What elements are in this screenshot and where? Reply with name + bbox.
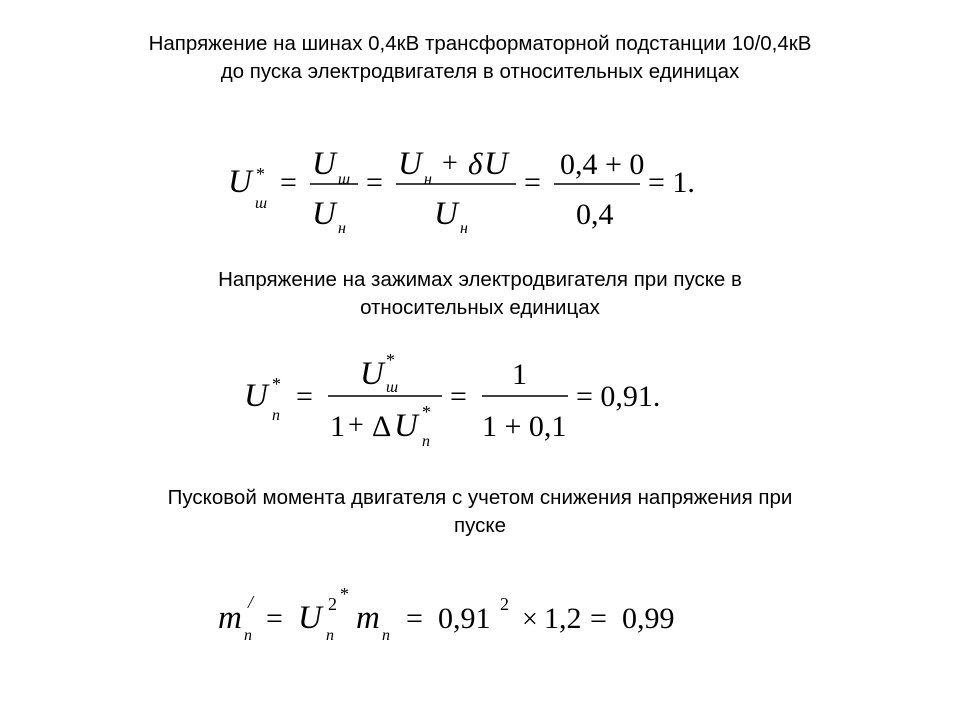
equals-sign: = xyxy=(266,602,283,635)
result: = 1. xyxy=(648,166,695,199)
times-sign: × xyxy=(522,604,538,635)
superscript-star: * xyxy=(340,584,349,604)
heading-line: до пуска электродвигателя в относительных единицах xyxy=(220,60,740,83)
denominator: 0,4 xyxy=(576,198,614,231)
value-torque-ratio: 1,2 xyxy=(544,602,582,635)
symbol-u: U xyxy=(398,146,422,182)
plus-sign: + xyxy=(442,148,458,179)
subscript-p: п xyxy=(382,627,390,644)
symbol-u: U xyxy=(394,408,418,444)
symbol-u: U xyxy=(312,196,336,232)
heading-line: Напряжение на шинах 0,4кВ трансформаторной подстанции 10/0,4кВ xyxy=(148,32,812,55)
subscript-n: н xyxy=(338,220,346,237)
digit-one: 1 xyxy=(330,410,345,443)
equals-sign: = xyxy=(296,380,313,413)
subscript-p: п xyxy=(326,627,334,644)
numerator: 0,4 + 0 xyxy=(560,148,645,181)
superscript-two: 2 xyxy=(328,594,337,614)
result: 0,99 xyxy=(622,602,675,635)
equation-3-svg xyxy=(210,576,730,656)
heading-line: относительных единицах xyxy=(360,296,600,319)
subscript-n: н xyxy=(424,171,432,188)
symbol-u: U xyxy=(360,356,384,392)
superscript-star: * xyxy=(422,402,431,422)
subscript-p: п xyxy=(422,433,430,450)
denominator: 1 + 0,1 xyxy=(482,410,567,443)
symbol-delta: Δ xyxy=(372,410,392,443)
symbol-u: U xyxy=(298,600,322,636)
subscript-n: н xyxy=(460,220,468,237)
symbol-u: U xyxy=(312,146,336,182)
heading-motor-terminal-voltage xyxy=(0,266,960,322)
numerator: 1 xyxy=(512,358,527,391)
heading-busbar-voltage xyxy=(0,30,960,86)
heading-line: Пусковой момента двигателя с учетом снижения напряжения при xyxy=(167,486,793,509)
equation-1-svg xyxy=(220,140,720,250)
equation-2-svg xyxy=(236,344,706,454)
superscript-star: * xyxy=(256,164,265,184)
heading-line: пуске xyxy=(454,514,506,537)
symbol-m: m xyxy=(356,600,380,636)
symbol-u: U xyxy=(484,146,508,182)
equation-busbar-voltage xyxy=(220,140,720,255)
subscript-sh: ш xyxy=(338,171,351,188)
subscript-sh: ш xyxy=(255,195,268,212)
heading-starting-torque xyxy=(0,484,960,540)
subscript-p: п xyxy=(272,407,280,424)
result: = 0,91. xyxy=(576,380,661,413)
superscript-star: * xyxy=(386,350,395,370)
superscript-prime: / xyxy=(248,592,254,612)
symbol-u: U xyxy=(244,378,268,414)
equation-motor-voltage xyxy=(236,344,706,459)
equals-sign: = xyxy=(280,166,297,199)
equals-sign: = xyxy=(366,166,383,199)
symbol-u: U xyxy=(228,164,252,200)
symbol-m: m xyxy=(218,600,242,636)
equation-starting-torque xyxy=(210,576,730,661)
superscript-star: * xyxy=(272,374,281,394)
subscript-sh: ш xyxy=(386,379,399,396)
superscript-two: 2 xyxy=(500,594,509,614)
heading-line: Напряжение на зажимах электродвигателя при пуске в xyxy=(218,268,742,291)
equals-sign: = xyxy=(524,166,541,199)
equals-sign: = xyxy=(450,380,467,413)
value-voltage: 0,91 xyxy=(438,602,491,635)
equals-sign: = xyxy=(406,602,423,635)
symbol-delta: δ xyxy=(468,146,483,181)
equals-sign: = xyxy=(590,602,607,635)
subscript-p: п xyxy=(244,627,252,644)
symbol-u: U xyxy=(434,196,458,232)
plus-sign: + xyxy=(348,410,364,441)
